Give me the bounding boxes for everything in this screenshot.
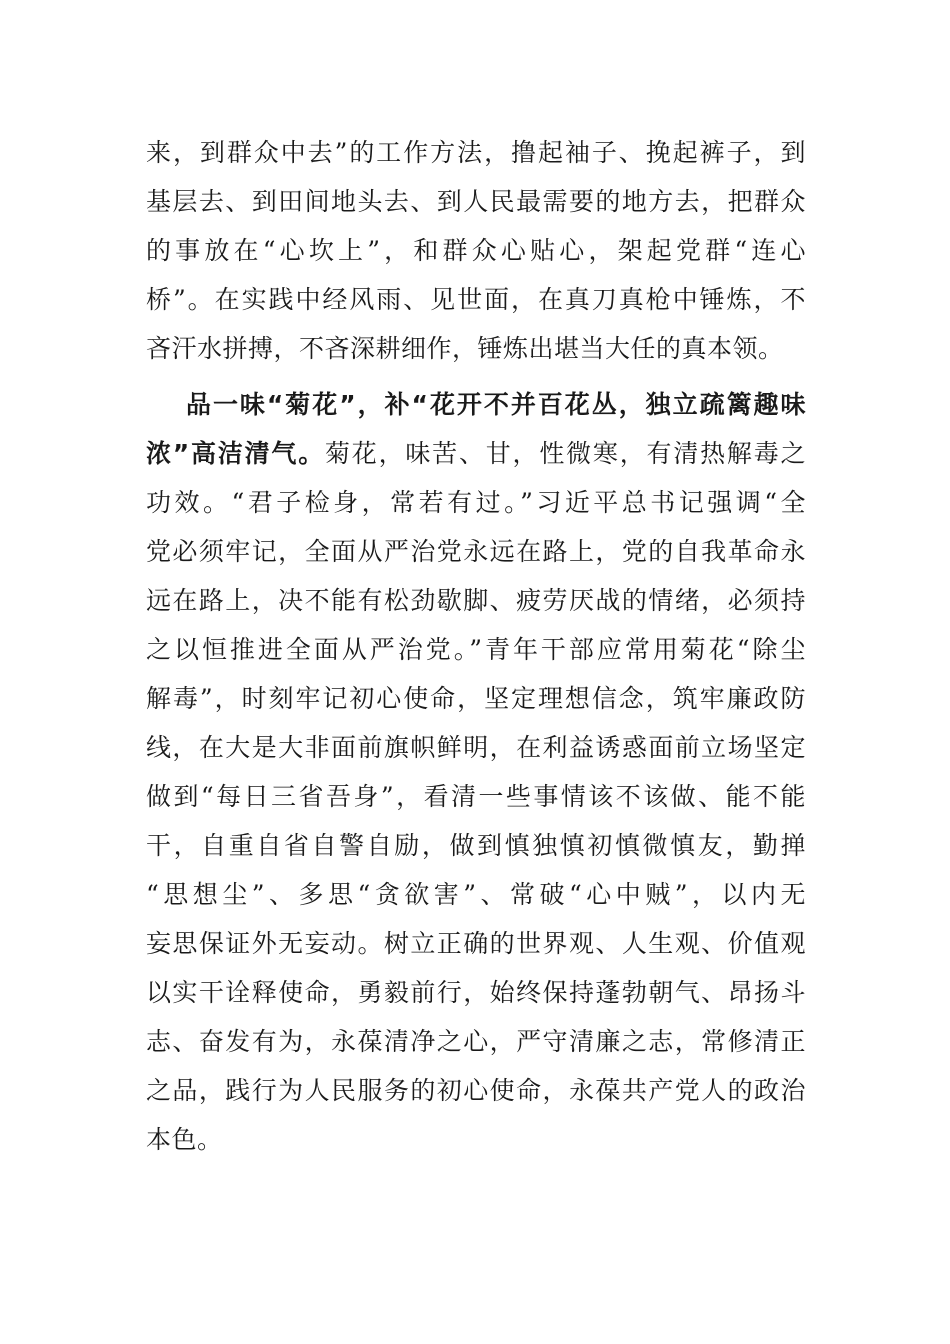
paragraph-1 bbox=[146, 128, 806, 373]
paragraph-2-line: 解毒”，时刻牢记初心使命，坚定理想信念，筑牢廉政防 bbox=[146, 684, 806, 713]
paragraph-2-line: 干，自重自省自警自励，做到慎独慎初慎微慎友，勤掸 bbox=[146, 831, 806, 860]
paragraph-2-line-rest: 菊花，味苦、甘，性微寒，有清热解毒之 bbox=[325, 439, 806, 468]
paragraph-1-line: 基层去、到田间地头去、到人民最需要的地方去，把群众 bbox=[146, 187, 806, 216]
paragraph-2-line: 远在路上，决不能有松劲歇脚、疲劳厌战的情绪，必须持 bbox=[146, 586, 806, 615]
paragraph-1-line: 吝汗水拼搏，不吝深耕细作，锤炼出堪当大任的真本领。 bbox=[146, 334, 784, 363]
paragraph-1-line: 桥”。在实践中经风雨、见世面，在真刀真枪中锤炼，不 bbox=[146, 285, 806, 314]
paragraph-2-line: 功效。“君子检身，常若有过。”习近平总书记强调“全 bbox=[146, 488, 806, 517]
paragraph-2-line: 妄思保证外无妄动。树立正确的世界观、人生观、价值观 bbox=[146, 929, 806, 958]
paragraph-2-line: 之品，践行为人民服务的初心使命，永葆共产党人的政治 bbox=[146, 1076, 806, 1105]
paragraph-2-line: “思想尘”、多思“贪欲害”、常破“心中贼”，以内无 bbox=[146, 880, 806, 909]
paragraph-2-line: 之以恒推进全面从严治党。”青年干部应常用菊花“除尘 bbox=[146, 635, 806, 664]
paragraph-2-line: 本色。 bbox=[146, 1125, 223, 1154]
paragraph-2-line: 志、奋发有为，永葆清净之心，严守清廉之志，常修清正 bbox=[146, 1027, 806, 1056]
paragraph-2-heading-line: 品一味“菊花”，补“花开不并百花丛，独立疏篱趣味 bbox=[186, 390, 806, 419]
paragraph-2-heading-end: 浓”高洁清气。 bbox=[146, 439, 325, 468]
paragraph-1-line: 的事放在“心坎上”，和群众心贴心，架起党群“连心 bbox=[146, 236, 806, 265]
paragraph-2-line: 线，在大是大非面前旗帜鲜明，在利益诱惑面前立场坚定 bbox=[146, 733, 806, 762]
paragraph-2-line: 以实干诠释使命，勇毅前行，始终保持蓬勃朝气、昂扬斗 bbox=[146, 978, 806, 1007]
paragraph-2-line: 党必须牢记，全面从严治党永远在路上，党的自我革命永 bbox=[146, 537, 806, 566]
paragraph-2-line: 做到“每日三省吾身”，看清一些事情该不该做、能不能 bbox=[146, 782, 806, 811]
paragraph-2 bbox=[146, 380, 806, 1164]
paragraph-2-line bbox=[146, 429, 806, 478]
paragraph-1-line: 来，到群众中去”的工作方法，撸起袖子、挽起裤子，到 bbox=[146, 138, 806, 167]
